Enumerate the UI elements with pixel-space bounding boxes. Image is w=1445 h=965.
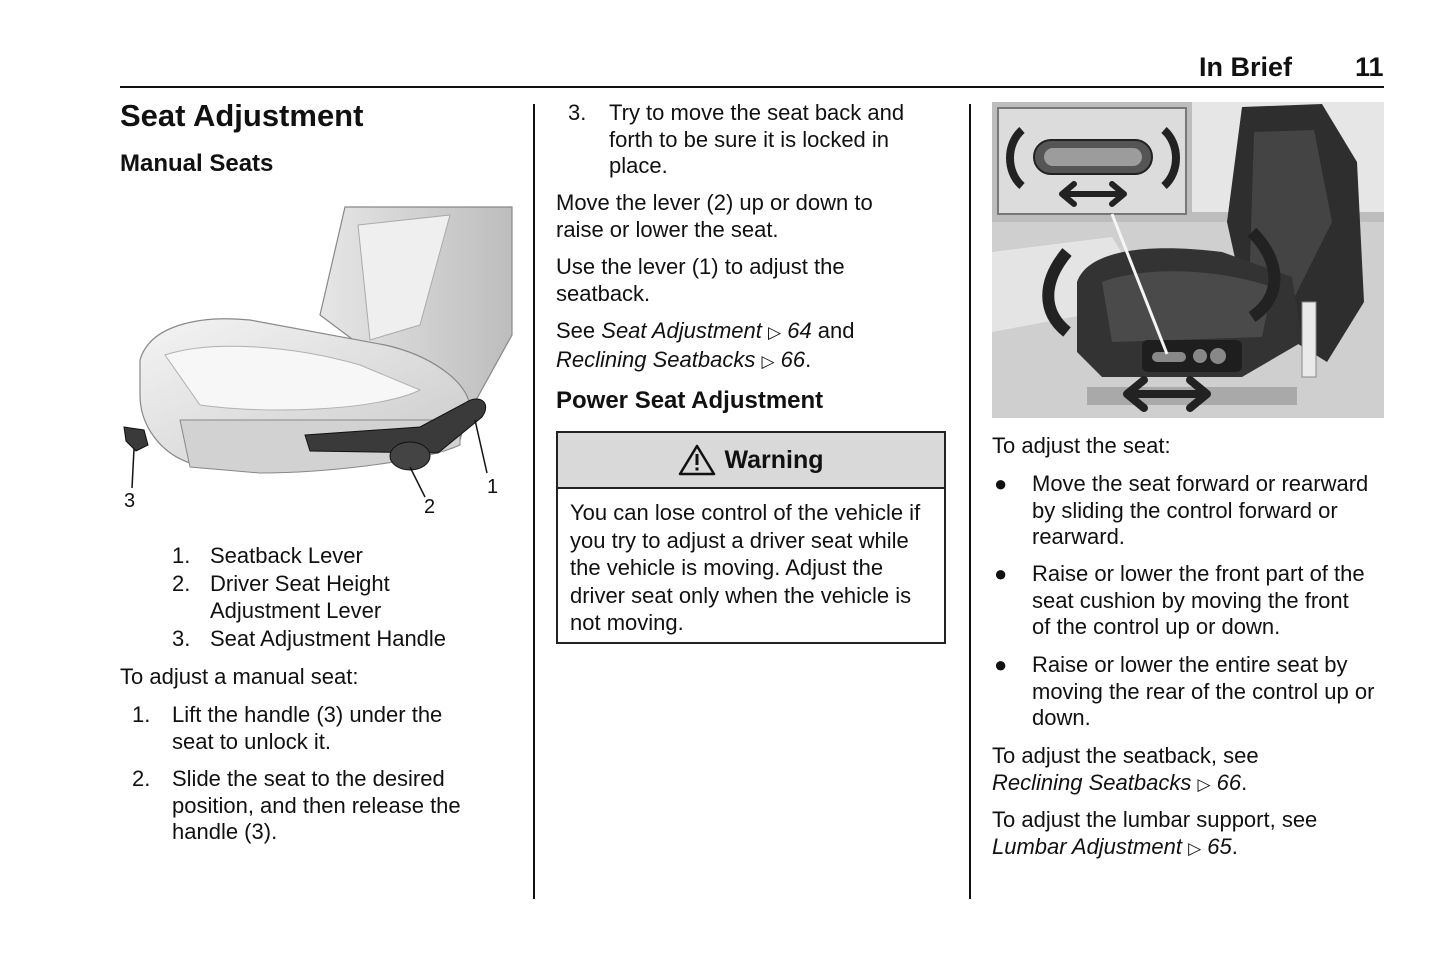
step-item bbox=[568, 100, 938, 180]
bullet-icon: ● bbox=[994, 471, 1008, 496]
seatback-lever-paragraph: Use the lever (1) to adjust the seatback. bbox=[556, 254, 845, 306]
legend-number: 2. bbox=[172, 571, 191, 596]
power-seat-photo bbox=[992, 102, 1384, 418]
page-number: 11 bbox=[1355, 52, 1384, 82]
see-also-paragraph: See Seat Adjustment ▷ 64 and Reclining Seatbacks ▷ 66. bbox=[556, 318, 855, 372]
warning-box bbox=[556, 431, 946, 644]
list-item bbox=[994, 561, 1384, 641]
link-lumbar-adjustment[interactable]: Lumbar Adjustment bbox=[992, 833, 1182, 859]
page-ref-65[interactable]: 65 bbox=[1207, 833, 1232, 859]
legend-item bbox=[172, 571, 492, 624]
manual-intro: To adjust a manual seat: bbox=[120, 664, 359, 689]
figure-label-1: 1 bbox=[487, 476, 499, 498]
step-text: Slide the seat to the desired position, and then release the handle (3). bbox=[172, 766, 461, 844]
list-item bbox=[994, 652, 1384, 732]
warning-triangle-icon bbox=[678, 444, 716, 476]
column-divider-left bbox=[533, 104, 535, 899]
seatback-see-also: To adjust the seatback, see Reclining Seatbacks ▷ 66. bbox=[992, 743, 1259, 795]
page-reference-arrow-icon: ▷ bbox=[761, 351, 775, 371]
section-title: In Brief bbox=[1199, 52, 1293, 82]
bullet-text: Raise or lower the entire seat by moving the rear of the control up or down. bbox=[1032, 652, 1375, 730]
legend-item bbox=[172, 543, 492, 570]
warning-text: You can lose control of the vehicle if you try to adjust a driver seat while the vehicle is moving. Adjust the driver seat only when the vehicle is not moving. bbox=[570, 500, 921, 635]
bullet-icon: ● bbox=[994, 561, 1008, 586]
step-text: Lift the handle (3) under the seat to unlock it. bbox=[172, 702, 443, 754]
step-number: 2. bbox=[132, 766, 151, 791]
lumbar-see-also: To adjust the lumbar support, see Lumbar Adjustment ▷ 65. bbox=[992, 807, 1318, 859]
page-reference-arrow-icon: ▷ bbox=[1188, 838, 1202, 858]
step-number: 3. bbox=[568, 100, 587, 125]
legend-number: 1. bbox=[172, 543, 191, 568]
step-item bbox=[132, 702, 502, 755]
header-rule bbox=[120, 86, 1384, 88]
manual-seat-illustration bbox=[120, 205, 515, 525]
warning-title: Warning bbox=[724, 445, 824, 474]
column-divider-right bbox=[969, 104, 971, 899]
page-reference-arrow-icon: ▷ bbox=[768, 323, 782, 342]
legend-number: 3. bbox=[172, 626, 191, 651]
legend-item bbox=[172, 626, 492, 653]
list-item bbox=[994, 471, 1384, 551]
page-ref-66[interactable]: 66 bbox=[1216, 769, 1242, 795]
height-lever-paragraph: Move the lever (2) up or down to raise or lower the seat. bbox=[556, 190, 873, 242]
power-seat-heading: Power Seat Adjustment bbox=[556, 387, 824, 414]
page-reference-arrow-icon: ▷ bbox=[1197, 774, 1211, 794]
legend-text: Seatback Lever bbox=[210, 543, 363, 568]
warning-header bbox=[558, 433, 944, 489]
link-reclining-seatbacks[interactable]: Reclining Seatbacks bbox=[556, 346, 756, 372]
bullet-text: Move the seat forward or rearward by sliding the control forward or rearward. bbox=[1032, 471, 1369, 549]
page-ref-66[interactable]: 66 bbox=[780, 346, 806, 372]
page-title: Seat Adjustment bbox=[120, 98, 364, 133]
manual-seats-heading: Manual Seats bbox=[120, 150, 274, 177]
bullet-icon: ● bbox=[994, 652, 1008, 677]
link-reclining-seatbacks[interactable]: Reclining Seatbacks bbox=[992, 769, 1192, 795]
step-number: 1. bbox=[132, 702, 151, 727]
power-intro: To adjust the seat: bbox=[992, 433, 1171, 458]
bullet-text: Raise or lower the front part of the seat cushion by moving the front of the control up or down. bbox=[1032, 561, 1365, 639]
step-item bbox=[132, 766, 502, 846]
figure-label-3: 3 bbox=[124, 490, 136, 512]
link-seat-adjustment[interactable]: Seat Adjustment bbox=[601, 318, 762, 343]
figure-label-2: 2 bbox=[424, 496, 436, 518]
page-ref-64[interactable]: 64 bbox=[787, 318, 812, 343]
legend-text: Driver Seat Height Adjustment Lever bbox=[210, 571, 390, 623]
step-text: Try to move the seat back and forth to be sure it is locked in place. bbox=[609, 100, 905, 178]
legend-text: Seat Adjustment Handle bbox=[210, 626, 447, 651]
